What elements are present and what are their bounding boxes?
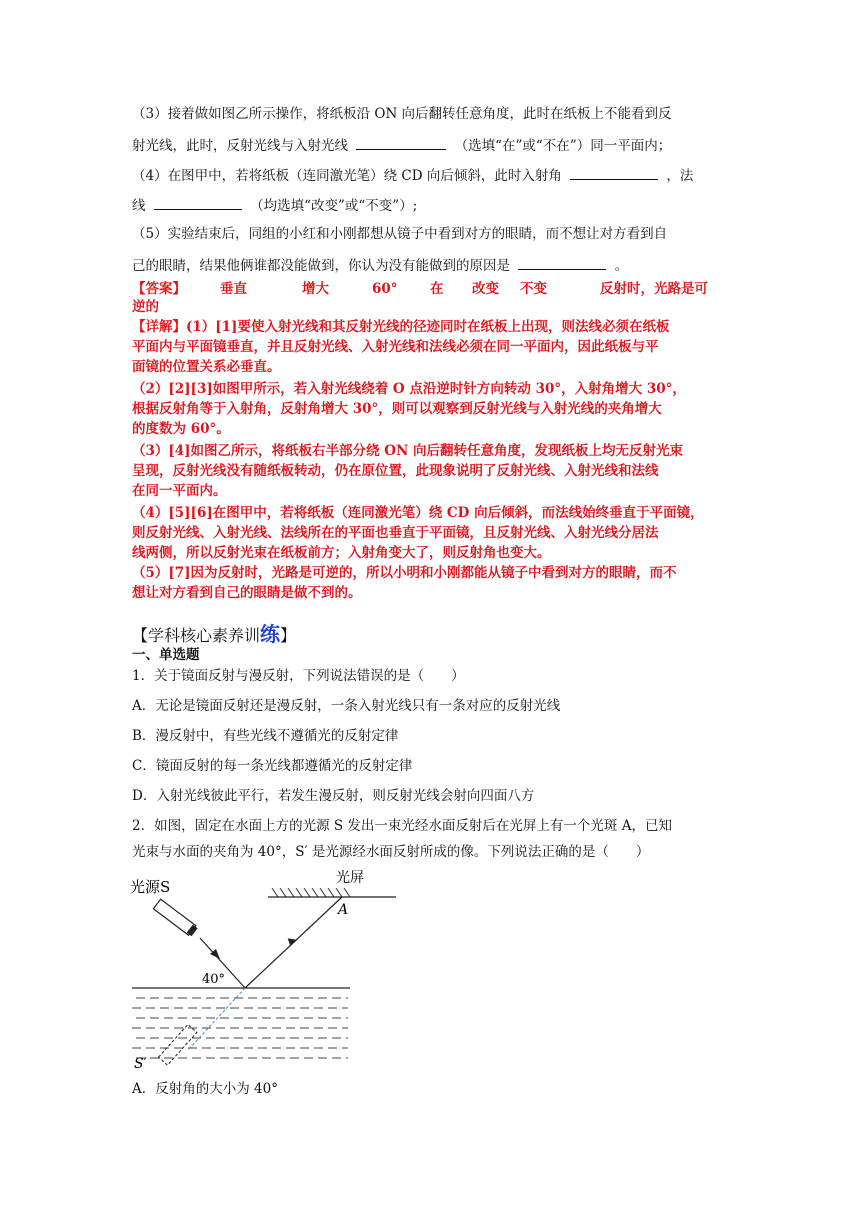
answer-item-5: 改变 <box>472 281 499 297</box>
q4-text-c: 线 <box>132 198 146 214</box>
q3-line-1: （3）接着做如图乙所示操作，将纸板沿 ON 向后翻转任意角度，此时在纸板上不能看到反 <box>132 106 672 122</box>
answer-row <box>132 280 732 298</box>
virtual-ray <box>188 988 245 1050</box>
q1-option-b[interactable]: B．漫反射中，有些光线不遵循光的反射定律 <box>132 728 399 744</box>
source-label: 光源S <box>130 878 171 896</box>
detail-line: 想让对方看到自己的眼睛是做不到的。 <box>132 585 362 601</box>
q3-text-a: 射光线，此时，反射光线与入射光线 <box>132 138 348 154</box>
q4-text-d: （均选填“改变”或“不变”）; <box>250 198 418 214</box>
practice-heading <box>132 618 296 647</box>
q4-line-1 <box>132 165 693 185</box>
question-1: 1．关于镜面反射与漫反射，下列说法错误的是（ ） <box>132 668 465 684</box>
q5-line-1: （5）实验结束后，同组的小红和小刚都想从镜子中看到对方的眼睛，而不想让对方看到自 <box>132 226 668 242</box>
detail-line: 在同一平面内。 <box>132 483 227 499</box>
detail-line: 呈现，反射光线没有随纸板转动，仍在原位置，此现象说明了反射光线、入射光线和法线 <box>132 463 659 479</box>
detail-line: （2）[2][3]如图甲所示，若入射光线绕着 O 点沿逆时针方向转动 30°，入射角增大 30°， <box>132 381 686 397</box>
detail-line: 的度数为 60°。 <box>132 421 230 437</box>
q4-text-b: ，法 <box>666 168 694 184</box>
detail-line: 则反射光线、入射光线、法线所在的平面也垂直于平面镜，且反射光线、入射光线分居法 <box>132 525 659 541</box>
angle-label: 40° <box>202 972 226 987</box>
detail-line: 面镜的位置关系必垂直。 <box>132 359 281 375</box>
detail-line: 平面内与平面镜垂直，并且反射光线、入射光线和法线必须在同一平面内，因此纸板与平 <box>132 339 659 355</box>
question-2-line-2: 光束与水面的夹角为 40°，S′ 是光源经水面反射所成的像。下列说法正确的是（ ） <box>132 844 650 860</box>
heading-post: 】 <box>280 626 297 645</box>
detail-line: （5）[7]因为反射时，光路是可逆的，所以小明和小刚都能从镜子中看到对方的眼睛，而不 <box>132 565 677 581</box>
q1-option-c[interactable]: C．镜面反射的每一条光线都遵循光的反射定律 <box>132 758 413 774</box>
q4-blank-1[interactable] <box>570 165 658 180</box>
detail-line: （4）[5][6]在图甲中，若将纸板（连同激光笔）绕 CD 向后倾斜，而法线始终垂直于平面镜， <box>132 505 704 521</box>
q3-blank[interactable] <box>356 135 446 150</box>
q1-option-d[interactable]: D．入射光线彼此平行，若发生漫反射，则反射光线会射向四面八方 <box>132 788 535 804</box>
detail-line: （3）[4]如图乙所示，将纸板右半部分绕 ON 向后翻转任意角度，发现纸板上均无反射光束 <box>132 443 684 459</box>
heading-highlight: 练 <box>260 622 281 646</box>
detail-line: 【详解】(1）[1]要使入射光线和其反射光线的径迹同时在纸板上出现，则法线必须在纸板 <box>132 319 670 335</box>
answer-item-4: 在 <box>430 281 444 297</box>
answer-item-2: 增大 <box>302 281 329 297</box>
q5-blank[interactable] <box>518 255 606 270</box>
screen-hatching <box>272 888 350 897</box>
answer-item-3: 60° <box>372 281 398 297</box>
water-lines <box>132 998 348 1058</box>
answer-continuation: 逆的 <box>132 299 159 315</box>
heading-pre: 【学科核心素养训 <box>132 626 261 645</box>
detail-line: 根据反射角等于入射角，反射角增大 30°，则可以观察到反射光线与入射光线的夹角增大 <box>132 401 662 417</box>
q5-text-a: 己的眼睛，结果他俩谁都没能做到，你认为没有能做到的原因是 <box>132 258 510 274</box>
virtual-source <box>159 1024 197 1065</box>
reflected-arrow <box>288 938 297 947</box>
detail-line: 线两侧，所以反射光束在纸板前方；入射角变大了，则反射角也变大。 <box>132 545 551 561</box>
light-source <box>153 899 198 937</box>
q4-line-2 <box>132 195 417 215</box>
q4-text-a: （4）在图甲中，若将纸板（连同激光笔）绕 CD 向后倾斜，此时入射角 <box>132 168 562 184</box>
q4-blank-2[interactable] <box>154 195 242 210</box>
q2-option-a[interactable]: A．反射角的大小为 40° <box>132 1081 278 1097</box>
reflected-ray <box>245 897 342 988</box>
answer-item-7: 反射时，光路是可 <box>600 281 708 297</box>
screen-label: 光屏 <box>336 870 364 886</box>
q5-line-2 <box>132 255 628 275</box>
q3-text-b: （选填“在”或“不在”）同一平面内； <box>454 138 672 154</box>
q1-option-a[interactable]: A．无论是镜面反射还是漫反射，一条入射光线只有一条对应的反射光线 <box>132 698 561 714</box>
answer-item-6: 不变 <box>520 281 547 297</box>
image-label: S′ <box>134 1056 147 1072</box>
question-2-line-1: 2．如图，固定在水面上方的光源 S 发出一束光经水面反射后在光屏上有一个光斑 A，已知 <box>132 818 672 834</box>
spot-label: A <box>338 902 349 918</box>
reflection-figure <box>128 864 364 1074</box>
section-title: 一、单选题 <box>132 647 200 663</box>
answer-item-1: 垂直 <box>220 281 247 297</box>
q3-line-2 <box>132 135 671 155</box>
q5-text-b: 。 <box>614 258 629 274</box>
answer-label: 【答案】 <box>132 281 186 297</box>
